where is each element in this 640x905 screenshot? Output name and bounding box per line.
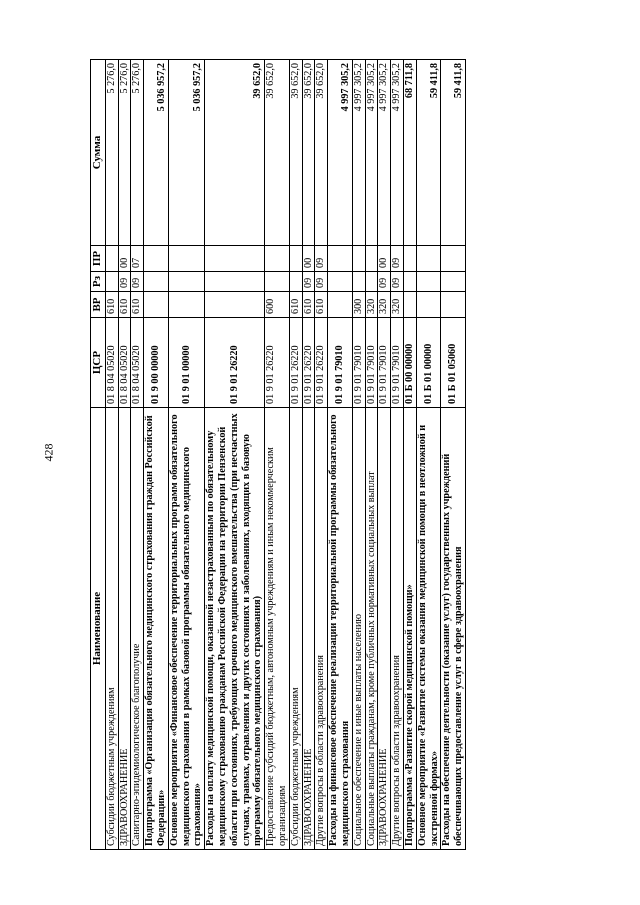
cell-pr xyxy=(365,246,378,272)
cell-rz: 09 xyxy=(378,272,391,292)
cell-name: Расходы на оплату медицинской помощи, оказанной незастрахованным по обязательному медицинскому страхованию гражданам Российской Федерации на территории Пензенской области при состояниях, требующих срочного медицинского вмешательства (при несчастных случаях, травмах, отравлениях и других состояниях и заболеваниях, входящих в базовую программу обязательного медицинского страхования) xyxy=(205,408,265,850)
table-row xyxy=(118,60,131,850)
cell-csr: 01 9 01 79010 xyxy=(378,318,391,408)
cell-csr: 01 9 01 26220 xyxy=(315,318,328,408)
table-row xyxy=(289,60,302,850)
cell-name: Другие вопросы в области здравоохранения xyxy=(391,408,404,850)
cell-rz xyxy=(205,272,265,292)
cell-name: Другие вопросы в области здравоохранения xyxy=(315,408,328,850)
header-name: Наименование xyxy=(91,408,106,850)
cell-name: Субсидии бюджетным учреждениям xyxy=(289,408,302,850)
cell-pr xyxy=(265,246,290,272)
cell-sum: 68 711,8 xyxy=(403,60,416,246)
cell-csr: 01 9 01 26220 xyxy=(289,318,302,408)
cell-csr: 01 9 00 00000 xyxy=(144,318,169,408)
table-row xyxy=(131,60,144,850)
cell-pr xyxy=(205,246,265,272)
cell-vr: 610 xyxy=(289,292,302,318)
cell-rz xyxy=(365,272,378,292)
cell-vr xyxy=(441,292,466,318)
cell-rz: 09 xyxy=(131,272,144,292)
cell-pr xyxy=(403,246,416,272)
cell-vr: 320 xyxy=(391,292,404,318)
cell-pr: 00 xyxy=(118,246,131,272)
table-row xyxy=(302,60,315,850)
cell-sum: 39 652,0 xyxy=(289,60,302,246)
cell-vr: 610 xyxy=(302,292,315,318)
cell-rz xyxy=(403,272,416,292)
cell-csr: 01 Б 00 00000 xyxy=(403,318,416,408)
cell-rz xyxy=(289,272,302,292)
header-rz: Рз xyxy=(91,272,106,292)
cell-rz xyxy=(144,272,169,292)
header-sum: Сумма xyxy=(91,60,106,246)
cell-csr: 01 Б 01 05060 xyxy=(441,318,466,408)
table-row xyxy=(403,60,416,850)
cell-csr: 01 9 01 26220 xyxy=(302,318,315,408)
cell-rz xyxy=(352,272,365,292)
cell-sum: 39 652,0 xyxy=(205,60,265,246)
cell-name: Социальные выплаты гражданам, кроме публичных нормативных социальных выплат xyxy=(365,408,378,850)
cell-vr: 610 xyxy=(315,292,328,318)
cell-rz xyxy=(265,272,290,292)
table-header-row xyxy=(91,60,106,850)
cell-rz xyxy=(105,272,118,292)
cell-rz: 09 xyxy=(118,272,131,292)
page-number: 428 xyxy=(41,443,56,462)
cell-sum: 39 652,0 xyxy=(265,60,290,246)
cell-pr xyxy=(144,246,169,272)
cell-name: ЗДРАВООХРАНЕНИЕ xyxy=(302,408,315,850)
cell-vr: 300 xyxy=(352,292,365,318)
cell-pr xyxy=(441,246,466,272)
table-row xyxy=(315,60,328,850)
cell-csr: 01 9 01 00000 xyxy=(168,318,204,408)
cell-rz: 09 xyxy=(391,272,404,292)
cell-csr: 01 9 01 79010 xyxy=(391,318,404,408)
table-row xyxy=(144,60,169,850)
cell-name: Основное мероприятие «Развитие системы оказания медицинской помощи в неотложной и экстренной формах» xyxy=(416,408,441,850)
cell-name: Основное мероприятие «Финансовое обеспечение территориальных программ обязательного медицинского страхования в рамках базовой программы обязательного медицинского страхования» xyxy=(168,408,204,850)
cell-sum: 4 997 305,2 xyxy=(328,60,353,246)
table-row xyxy=(328,60,353,850)
table-row xyxy=(105,60,118,850)
header-csr: ЦСР xyxy=(91,318,106,408)
cell-sum: 5 276,0 xyxy=(105,60,118,246)
cell-csr: 01 9 01 26220 xyxy=(205,318,265,408)
cell-rz xyxy=(441,272,466,292)
cell-sum: 4 997 305,2 xyxy=(391,60,404,246)
cell-vr: 610 xyxy=(131,292,144,318)
cell-csr: 01 9 01 26220 xyxy=(265,318,290,408)
cell-sum: 59 411,8 xyxy=(416,60,441,246)
cell-vr: 320 xyxy=(378,292,391,318)
cell-csr: 01 8 04 05020 xyxy=(131,318,144,408)
cell-name: Расходы на финансовое обеспечение реализации территориальной программы обязательного медицинского страхования xyxy=(328,408,353,850)
cell-sum: 4 997 305,2 xyxy=(352,60,365,246)
table-row xyxy=(378,60,391,850)
table-row xyxy=(441,60,466,850)
cell-vr: 610 xyxy=(105,292,118,318)
cell-sum: 4 997 305,2 xyxy=(365,60,378,246)
table-row xyxy=(416,60,441,850)
cell-pr: 00 xyxy=(302,246,315,272)
cell-name: Социальное обеспечение и иные выплаты населению xyxy=(352,408,365,850)
cell-sum: 5 036 957,2 xyxy=(168,60,204,246)
cell-pr: 00 xyxy=(378,246,391,272)
cell-sum: 39 652,0 xyxy=(302,60,315,246)
cell-vr xyxy=(403,292,416,318)
cell-sum: 5 036 957,2 xyxy=(144,60,169,246)
cell-rz xyxy=(168,272,204,292)
cell-name: Подпрограмма «Организация обязательного медицинского страхования граждан Российской Федерации» xyxy=(144,408,169,850)
cell-vr: 320 xyxy=(365,292,378,318)
cell-vr: 600 xyxy=(265,292,290,318)
cell-name: Санитарно-эпидемиологическое благополучие xyxy=(131,408,144,850)
cell-vr xyxy=(416,292,441,318)
table-row xyxy=(265,60,290,850)
cell-pr: 07 xyxy=(131,246,144,272)
cell-csr: 01 8 04 05020 xyxy=(118,318,131,408)
cell-name: Расходы на обеспечение деятельности (оказание услуг) государственных учреждений обеспечивающих предоставление услуг в сфере здравоохранения xyxy=(441,408,466,850)
cell-sum: 4 997 305,2 xyxy=(378,60,391,246)
cell-name: Подпрограмма «Развитие скорой медицинской помощи» xyxy=(403,408,416,850)
table-row xyxy=(205,60,265,850)
cell-name: ЗДРАВООХРАНЕНИЕ xyxy=(118,408,131,850)
table-body xyxy=(105,60,465,850)
cell-sum: 5 276,0 xyxy=(118,60,131,246)
cell-pr xyxy=(168,246,204,272)
table-row xyxy=(168,60,204,850)
cell-csr: 01 9 01 79010 xyxy=(365,318,378,408)
budget-table xyxy=(90,59,466,850)
cell-rz: 09 xyxy=(315,272,328,292)
cell-pr xyxy=(289,246,302,272)
cell-rz: 09 xyxy=(302,272,315,292)
cell-name: ЗДРАВООХРАНЕНИЕ xyxy=(378,408,391,850)
cell-pr xyxy=(105,246,118,272)
rotated-table-container xyxy=(90,60,545,850)
cell-pr: 09 xyxy=(315,246,328,272)
cell-pr xyxy=(328,246,353,272)
cell-csr: 01 9 01 79010 xyxy=(352,318,365,408)
table-row xyxy=(365,60,378,850)
cell-csr: 01 Б 01 00000 xyxy=(416,318,441,408)
cell-vr xyxy=(168,292,204,318)
cell-sum: 39 652,0 xyxy=(315,60,328,246)
cell-vr xyxy=(328,292,353,318)
cell-rz xyxy=(416,272,441,292)
cell-pr: 09 xyxy=(391,246,404,272)
cell-name: Предоставление субсидий бюджетным, автономным учреждениям и иным некоммерческим организациям xyxy=(265,408,290,850)
cell-vr xyxy=(205,292,265,318)
cell-vr: 610 xyxy=(118,292,131,318)
cell-rz xyxy=(328,272,353,292)
cell-sum: 59 411,8 xyxy=(441,60,466,246)
cell-name: Субсидии бюджетным учреждениям xyxy=(105,408,118,850)
header-pr: ПР xyxy=(91,246,106,272)
table-row xyxy=(352,60,365,850)
cell-sum: 5 276,0 xyxy=(131,60,144,246)
cell-csr: 01 8 04 05020 xyxy=(105,318,118,408)
table-row xyxy=(391,60,404,850)
cell-csr: 01 9 01 79010 xyxy=(328,318,353,408)
cell-pr xyxy=(416,246,441,272)
header-vr: ВР xyxy=(91,292,106,318)
cell-vr xyxy=(144,292,169,318)
cell-pr xyxy=(352,246,365,272)
